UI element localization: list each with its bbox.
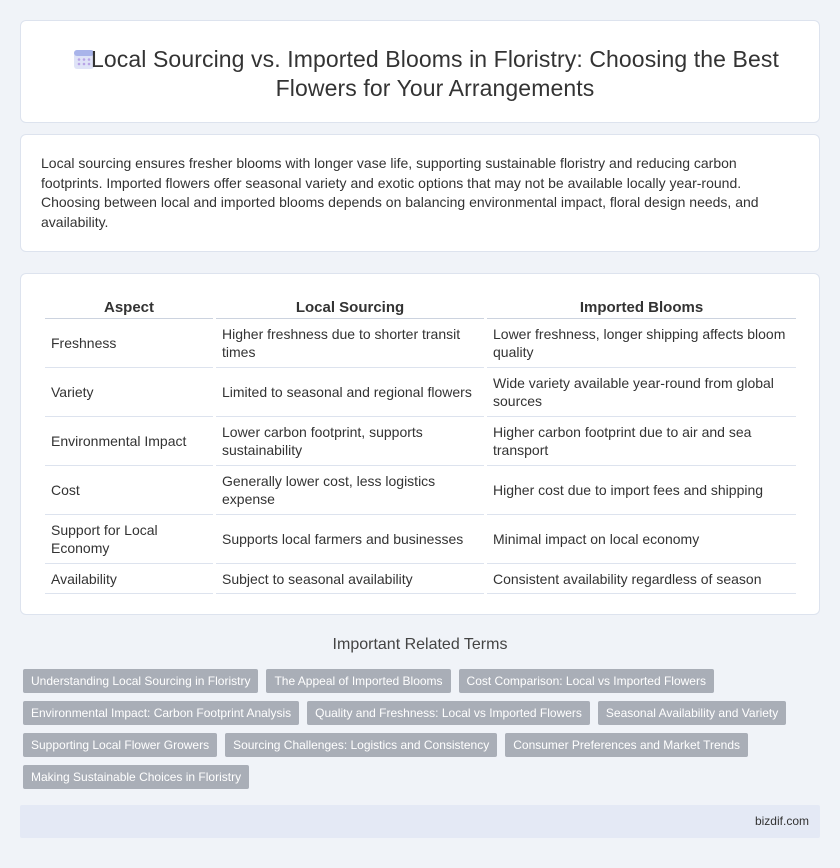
- table-row: [45, 564, 796, 594]
- comparison-table: [42, 297, 799, 594]
- header-local-sourcing: Local Sourcing: [216, 297, 484, 319]
- imported-cell: Minimal impact on local economy: [487, 515, 796, 564]
- related-term-tag[interactable]: Cost Comparison: Local vs Imported Flowers: [459, 669, 714, 693]
- imported-cell: Higher carbon footprint due to air and sea transport: [487, 417, 796, 466]
- header-aspect: Aspect: [45, 297, 213, 319]
- aspect-cell: Variety: [45, 368, 213, 417]
- table-row: [45, 417, 796, 466]
- footer-site-link[interactable]: bizdif.com: [754, 814, 809, 828]
- aspect-cell: Freshness: [45, 319, 213, 368]
- intro-paragraph: Local sourcing ensures fresher blooms with longer vase life, supporting sustainable floristry and reducing carbon footprints. Imported flowers offer seasonal variety and exotic options that may not be available locally year-round. Choosing between local and imported blooms depends on balancing environmental impact, floral design needs, and availability.: [41, 155, 759, 230]
- local-cell: Generally lower cost, less logistics expense: [216, 466, 484, 515]
- related-term-tag[interactable]: Understanding Local Sourcing in Floristry: [23, 669, 258, 693]
- title-card: [20, 20, 820, 123]
- related-terms-title: Important Related Terms: [332, 636, 508, 653]
- related-term-tag[interactable]: Supporting Local Flower Growers: [23, 733, 217, 757]
- local-cell: Lower carbon footprint, supports sustainability: [216, 417, 484, 466]
- related-term-tag[interactable]: Sourcing Challenges: Logistics and Consistency: [225, 733, 497, 757]
- aspect-cell: Support for Local Economy: [45, 515, 213, 564]
- table-row: [45, 466, 796, 515]
- related-term-tag[interactable]: The Appeal of Imported Blooms: [266, 669, 450, 693]
- local-cell: Limited to seasonal and regional flowers: [216, 368, 484, 417]
- local-cell: Subject to seasonal availability: [216, 564, 484, 594]
- imported-cell: Consistent availability regardless of season: [487, 564, 796, 594]
- intro-card: [20, 134, 820, 252]
- comparison-table-card: [20, 273, 820, 615]
- footer: [20, 805, 820, 838]
- related-term-tag[interactable]: Consumer Preferences and Market Trends: [505, 733, 748, 757]
- table-row: [45, 368, 796, 417]
- aspect-cell: Cost: [45, 466, 213, 515]
- table-header-row: [45, 297, 796, 319]
- local-cell: Higher freshness due to shorter transit times: [216, 319, 484, 368]
- related-term-tag[interactable]: Quality and Freshness: Local vs Imported Flowers: [307, 701, 590, 725]
- header-imported-blooms: Imported Blooms: [487, 297, 796, 319]
- table-row: [45, 319, 796, 368]
- related-term-tag[interactable]: Making Sustainable Choices in Floristry: [23, 765, 249, 789]
- related-terms-list: [23, 669, 813, 797]
- page-title: Local Sourcing vs. Imported Blooms in Floristry: Choosing the Best Flowers for Your Arrangements: [91, 46, 779, 101]
- aspect-cell: Environmental Impact: [45, 417, 213, 466]
- related-term-tag[interactable]: Seasonal Availability and Variety: [598, 701, 786, 725]
- imported-cell: Lower freshness, longer shipping affects bloom quality: [487, 319, 796, 368]
- imported-cell: Higher cost due to import fees and shipping: [487, 466, 796, 515]
- table-row: [45, 515, 796, 564]
- local-cell: Supports local farmers and businesses: [216, 515, 484, 564]
- imported-cell: Wide variety available year-round from global sources: [487, 368, 796, 417]
- related-term-tag[interactable]: Environmental Impact: Carbon Footprint Analysis: [23, 701, 299, 725]
- aspect-cell: Availability: [45, 564, 213, 594]
